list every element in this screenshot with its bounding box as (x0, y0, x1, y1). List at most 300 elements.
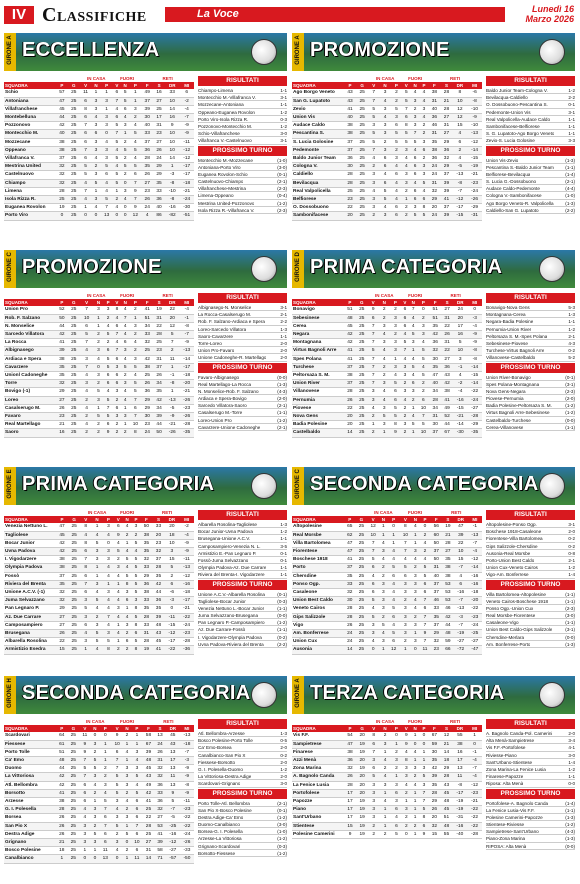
stat-cell: 23 (344, 196, 356, 204)
score: 1-4 (568, 759, 575, 765)
stat-cell: -28 (179, 421, 194, 429)
column-header: V (79, 725, 91, 732)
stat-cell: 1 (121, 404, 129, 412)
stat-cell: 25 (68, 163, 80, 171)
stat-cell: 0 (165, 605, 180, 613)
stat-cell: 5 (111, 773, 123, 781)
group-header: RETI (143, 718, 194, 725)
stat-cell: 35 (429, 322, 441, 330)
fixture-row (486, 402, 575, 409)
column-header: S (154, 725, 166, 732)
stat-cell: 1 (411, 806, 420, 814)
stat-cell: 35 (429, 363, 441, 371)
stat-cell: 25 (356, 138, 368, 146)
table-row (292, 404, 482, 412)
group-header-row (292, 75, 482, 82)
team-name: Bocar Junior (4, 539, 56, 547)
stat-cell: 1 (99, 757, 111, 765)
team-name: Am. Bonferrese (292, 630, 344, 638)
stat-cell: 4 (91, 646, 103, 654)
match: Ago Borgo Veneto-R. Valpolicella (486, 200, 554, 206)
column-header: P (344, 82, 356, 89)
category-banner (4, 467, 287, 505)
stat-cell: 32 (56, 597, 68, 605)
team-name: Antoniana (4, 97, 56, 105)
stat-cell: 6 (411, 171, 420, 179)
stat-cell: 38 (344, 372, 356, 380)
stat-cell: 1 (123, 605, 132, 613)
stat-cell: 20 (453, 314, 467, 322)
stat-cell: 25 (356, 355, 368, 363)
stat-cell: -23 (467, 179, 482, 187)
previous-score: (0-3) (277, 843, 287, 849)
stat-cell: -18 (179, 179, 194, 187)
stat-cell: 15 (428, 830, 440, 838)
match: Union Best Caldo-Gips Salizzole (486, 627, 553, 633)
stat-cell: -24 (180, 830, 194, 838)
fixture-row (486, 171, 575, 178)
stat-cell: 1 (409, 404, 417, 412)
column-header: F (141, 299, 153, 306)
stat-cell: 58 (154, 847, 166, 855)
column-header: G (68, 82, 80, 89)
column-header: V (400, 516, 412, 523)
stat-cell: 6 (113, 355, 121, 363)
stat-cell: 67 (428, 732, 440, 740)
girone-label: GIRONE D (295, 252, 301, 282)
stat-cell: 6 (131, 798, 143, 806)
stat-cell: 4 (411, 597, 419, 605)
stat-cell: 3 (91, 814, 100, 822)
results-panel (486, 75, 575, 214)
fixture-row (198, 381, 287, 388)
stat-cell: 28 (344, 171, 356, 179)
stat-cell: 0 (91, 855, 100, 863)
stat-cell: 4 (121, 196, 129, 204)
standings-table (4, 292, 194, 438)
stat-cell: 5 (123, 556, 132, 564)
stat-cell: 10 (417, 429, 429, 437)
stat-cell: 3 (92, 146, 101, 154)
stat-cell: 14 (344, 429, 356, 437)
stat-cell: 2 (379, 363, 390, 371)
stat-cell: 3 (411, 572, 419, 580)
stat-cell: 4 (123, 548, 132, 556)
stat-cell: 4 (368, 155, 379, 163)
fixture-row (486, 395, 575, 402)
stat-cell: -1 (179, 314, 194, 322)
fixture-row (486, 207, 575, 214)
stat-cell: 47 (56, 523, 68, 531)
match: Nova Gens-Negara (486, 388, 526, 394)
stat-cell: 36 (429, 339, 441, 347)
stat-cell: 1 (379, 748, 391, 756)
table-row (292, 339, 482, 347)
stat-cell: 1 (165, 388, 179, 396)
stat-cell: -26 (180, 839, 194, 847)
stat-cell: 27 (56, 621, 68, 629)
stat-cell: 45 (56, 531, 68, 539)
stat-cell: 8 (368, 732, 379, 740)
stat-cell: 35 (428, 781, 440, 789)
stat-cell: 20 (165, 314, 179, 322)
standings-block (292, 467, 575, 675)
stat-cell: 25 (356, 331, 368, 339)
stat-cell: 3 (91, 806, 100, 814)
result-row (198, 564, 287, 571)
stat-cell: 5 (121, 146, 129, 154)
score: 0-3 (280, 116, 287, 122)
stat-cell: 7 (79, 757, 91, 765)
stat-cell: 3 (411, 548, 419, 556)
column-header: V (368, 299, 379, 306)
stat-cell: 25 (68, 204, 80, 212)
stat-cell: 4 (80, 179, 92, 187)
stat-cell: 49 (143, 781, 155, 789)
stat-cell: 39 (440, 179, 452, 187)
group-header: FUORI (113, 292, 141, 299)
group-header: IN CASA (368, 718, 402, 725)
stat-cell: 3 (367, 621, 379, 629)
table-row (4, 196, 194, 204)
stat-cell: 3 (103, 630, 114, 638)
match: Uvna Padova-Riviera del Brenta (198, 641, 264, 647)
stat-cell: 2 (91, 822, 100, 830)
match: Cerea-Villanovese (486, 424, 524, 430)
match: Cologna V.-Sambonifacese (486, 193, 542, 199)
stat-cell: 3 (92, 171, 101, 179)
score: 2-0 (280, 348, 287, 354)
stat-cell: 1 (94, 314, 104, 322)
stat-cell: 4 (114, 572, 123, 580)
stat-cell: 5 (379, 621, 388, 629)
team-name: Scardovari (4, 732, 56, 740)
stat-cell: 44 (442, 621, 454, 629)
table-row (4, 380, 194, 388)
stat-cell: -13 (165, 396, 179, 404)
stat-cell: 3 (129, 322, 141, 330)
stat-cell: 25 (68, 372, 80, 380)
stat-cell: 5 (100, 196, 112, 204)
match: Bevilacqua-Caldiello (486, 95, 528, 101)
stat-cell: 5 (94, 388, 104, 396)
stat-cell: 4 (401, 396, 409, 404)
stat-cell: 25 (356, 613, 368, 621)
stat-cell: 3 (103, 548, 114, 556)
match: Pan Legnaro P.-Camposampiero (198, 620, 265, 626)
stat-cell: 3 (379, 605, 388, 613)
match: Caldiello-San G. Lupatoto (486, 207, 539, 213)
match: Brusegana-Unione A.C.V. (198, 536, 251, 542)
stat-cell: 31 (428, 97, 440, 105)
stat-cell: -16 (453, 822, 468, 830)
stat-cell: 3 (420, 163, 429, 171)
stat-cell: -21 (179, 605, 194, 613)
match: Spes Polana-Montagnana (486, 381, 540, 387)
stat-cell: 3 (100, 97, 112, 105)
stat-cell: 26 (428, 806, 440, 814)
stat-cell: 3 (94, 396, 104, 404)
previous-score: (1-0) (277, 829, 287, 835)
stat-cell: 25 (68, 556, 80, 564)
stat-cell: 35 (344, 572, 356, 580)
result-row (198, 737, 287, 744)
column-header: S (153, 299, 165, 306)
match: Euganea Rovolon-Schio (198, 171, 248, 177)
stat-cell: 4 (103, 605, 114, 613)
stat-cell: -12 (166, 839, 180, 847)
stat-cell: 22 (56, 638, 68, 646)
stat-cell: 1 (379, 646, 388, 654)
group-header-row (4, 718, 194, 725)
stat-cell: 3 (400, 621, 412, 629)
column-header: F (141, 82, 153, 89)
stat-cell: 25 (356, 130, 368, 138)
team-name: Ardiaca e Spera (4, 355, 56, 363)
stat-cell: 35 (428, 757, 440, 765)
stat-cell: 38 (140, 531, 152, 539)
standings-table (292, 292, 482, 438)
match: Sebesinese-Piovese (486, 340, 528, 346)
stat-cell: 20 (165, 523, 180, 531)
team-name: Piano (292, 806, 344, 814)
stat-cell: 4 (103, 322, 112, 330)
fixture-row (486, 641, 575, 648)
stat-cell: 25 (68, 523, 80, 531)
stat-cell: 4 (379, 539, 388, 547)
stat-cell: 11 (165, 355, 179, 363)
stat-cell: 2 (129, 331, 141, 339)
stat-cell: 25 (68, 146, 80, 154)
result-row (198, 571, 287, 578)
team-name: Bosco Polesine (4, 847, 56, 855)
score: 2-0 (280, 774, 287, 780)
stat-cell: 7 (400, 548, 412, 556)
stat-cell: -11 (165, 613, 180, 621)
stat-cell: 2 (121, 429, 129, 437)
stat-cell: 2 (390, 331, 401, 339)
column-header: P (344, 516, 356, 523)
stat-cell: -24 (179, 196, 194, 204)
section-bar (165, 7, 505, 22)
stat-cell: -12 (467, 781, 482, 789)
stat-cell: 35 (442, 556, 454, 564)
stat-cell: 8 (80, 539, 91, 547)
fixture-row (486, 409, 575, 416)
stat-cell: 1 (91, 798, 100, 806)
match: Real Valpolicella-Audace Caldo (486, 116, 551, 122)
stat-cell: 4 (411, 556, 419, 564)
column-header: P (103, 516, 114, 523)
stat-cell: 10 (453, 97, 468, 105)
result-row (198, 94, 287, 101)
stat-cell: 3 (379, 339, 390, 347)
stat-cell: -35 (467, 429, 482, 437)
stat-cell: 35 (431, 613, 443, 621)
table-row (292, 548, 482, 556)
category-banner (292, 250, 575, 288)
stat-cell: 45 (344, 322, 356, 330)
stat-cell: 55 (440, 830, 452, 838)
previous-score: (1-4) (565, 800, 575, 806)
stat-cell: 3 (420, 138, 429, 146)
stat-cell: 3 (123, 589, 132, 597)
previous-score: (1-2) (277, 417, 287, 423)
stat-cell: 2 (91, 613, 103, 621)
match: N. Monselice-Rob. F. Salzano (198, 388, 259, 394)
stat-cell: 3 (368, 196, 379, 204)
stat-cell: -11 (179, 138, 194, 146)
stat-cell: 2 (123, 806, 131, 814)
team-name: Zevio (292, 105, 344, 113)
table-row (4, 355, 194, 363)
team-name: La Fenice Lusia (292, 781, 344, 789)
column-header: P (391, 82, 402, 89)
stat-cell: 25 (356, 605, 368, 613)
stat-cell: 1 (411, 814, 420, 822)
stat-cell: 6 (99, 830, 111, 838)
match: Bosco Polesine-Porto Tolle (198, 738, 253, 744)
stat-cell: -4 (453, 388, 467, 396)
stat-cell: 5 (419, 572, 430, 580)
stat-cell: -7 (454, 621, 468, 629)
stat-cell: 31 (154, 757, 166, 765)
table-row (4, 114, 194, 122)
stat-cell: 47 (344, 740, 356, 748)
stat-cell: 3 (123, 765, 131, 773)
stat-cell: 27 (440, 130, 452, 138)
result-row (198, 535, 287, 542)
stat-cell: 4 (131, 781, 143, 789)
stat-cell: 1 (131, 740, 143, 748)
category-name: PRIMA CATEGORIA (22, 473, 215, 495)
category-banner (292, 676, 575, 714)
stat-cell: 3 (420, 171, 429, 179)
stat-cell: 2 (420, 155, 429, 163)
stat-cell: 3 (402, 773, 411, 781)
stat-cell: 1 (123, 757, 131, 765)
fixture-row (486, 821, 575, 828)
stat-cell: 25 (68, 798, 80, 806)
date-month: Marzo 2026 (525, 14, 574, 24)
previous-score: (3-0) (565, 613, 575, 619)
stat-cell: 47 (429, 372, 441, 380)
stat-cell: 4 (388, 597, 400, 605)
stat-cell: 4 (121, 331, 129, 339)
previous-score: (1-2) (277, 814, 287, 820)
score: 0-0 (568, 781, 575, 787)
stat-cell: 28 (344, 179, 356, 187)
column-header: MI (179, 299, 194, 306)
stat-cell: 37 (344, 138, 356, 146)
stat-cell: 8 (420, 814, 429, 822)
stat-cell: 8 (420, 204, 429, 212)
stat-cell: 11 (99, 847, 111, 855)
team-name: Caldiello (292, 171, 344, 179)
stat-cell: 45 (152, 638, 164, 646)
stat-cell: -72 (454, 646, 468, 654)
stat-cell: -7 (468, 539, 482, 547)
girone-label: GIRONE E (7, 469, 13, 499)
table-row (4, 748, 194, 756)
stat-cell: 14 (165, 155, 179, 163)
stat-cell: 32 (140, 556, 152, 564)
match: Rob. F. Salzano-Ardiaca e Spera (198, 319, 265, 325)
team-name: Porto Tolle (4, 748, 56, 756)
previous-score: (0-0) (277, 613, 287, 619)
stat-cell: 3 (411, 638, 419, 646)
match: Castelnuovo-Chiampo (198, 179, 244, 185)
table-row (292, 806, 482, 814)
match: Riposa: Alta Menà (486, 781, 524, 787)
stat-cell: 0 (121, 212, 129, 220)
stat-cell: 9 (79, 740, 91, 748)
stat-cell: 4 (100, 187, 112, 195)
stat-cell: 6 (103, 380, 112, 388)
team-name: Union Cux (292, 638, 344, 646)
stat-cell: -23 (467, 789, 482, 797)
team-name: Albignasego (4, 347, 56, 355)
stat-cell: 2 (402, 187, 411, 195)
fixture-row (198, 200, 287, 207)
stat-cell: 4 (111, 806, 123, 814)
column-header: S (440, 725, 452, 732)
stat-cell: 48 (440, 822, 452, 830)
stat-cell: 9 (390, 429, 401, 437)
stat-cell: 2 (411, 613, 419, 621)
stat-cell: 7 (368, 89, 379, 97)
column-header: V (402, 82, 411, 89)
stat-cell: 5 (121, 363, 129, 371)
result-row (486, 557, 575, 564)
stat-cell: 15 (344, 822, 356, 830)
stat-cell: 6 (419, 580, 430, 588)
stat-cell: 4 (388, 556, 400, 564)
stat-cell: 1 (123, 539, 132, 547)
previous-score: (2-3) (565, 388, 575, 394)
stat-cell: 4 (141, 212, 153, 220)
stat-cell: 6 (411, 196, 420, 204)
stat-cell: -12 (179, 155, 194, 163)
stat-cell: -8 (165, 179, 179, 187)
stat-cell: 1 (129, 314, 141, 322)
stat-cell: 25 (68, 388, 80, 396)
table-row (292, 171, 482, 179)
stat-cell: 4 (114, 597, 123, 605)
column-header: F (428, 725, 440, 732)
stat-cell: 5 (132, 572, 141, 580)
stat-cell: 6 (368, 765, 379, 773)
stat-cell: 62 (344, 531, 356, 539)
previous-score: (2-1) (277, 403, 287, 409)
stat-cell: -31 (453, 814, 468, 822)
stat-cell: -20 (468, 597, 482, 605)
stat-cell: 1 (411, 830, 420, 838)
column-header: V (113, 82, 121, 89)
stat-cell: -5 (453, 163, 468, 171)
match: Borsea-G. I. Polesella (198, 829, 243, 835)
stat-cell: 3 (123, 781, 131, 789)
score: 1-2 (280, 529, 287, 535)
stat-cell: 2 (420, 130, 429, 138)
stat-cell: 5 (419, 564, 430, 572)
fixture-row (198, 178, 287, 185)
stat-cell: 29 (428, 196, 440, 204)
stat-cell: 4 (409, 314, 417, 322)
stat-cell: 8 (123, 580, 132, 588)
stat-cell: 25 (356, 630, 368, 638)
table-row (292, 363, 482, 371)
